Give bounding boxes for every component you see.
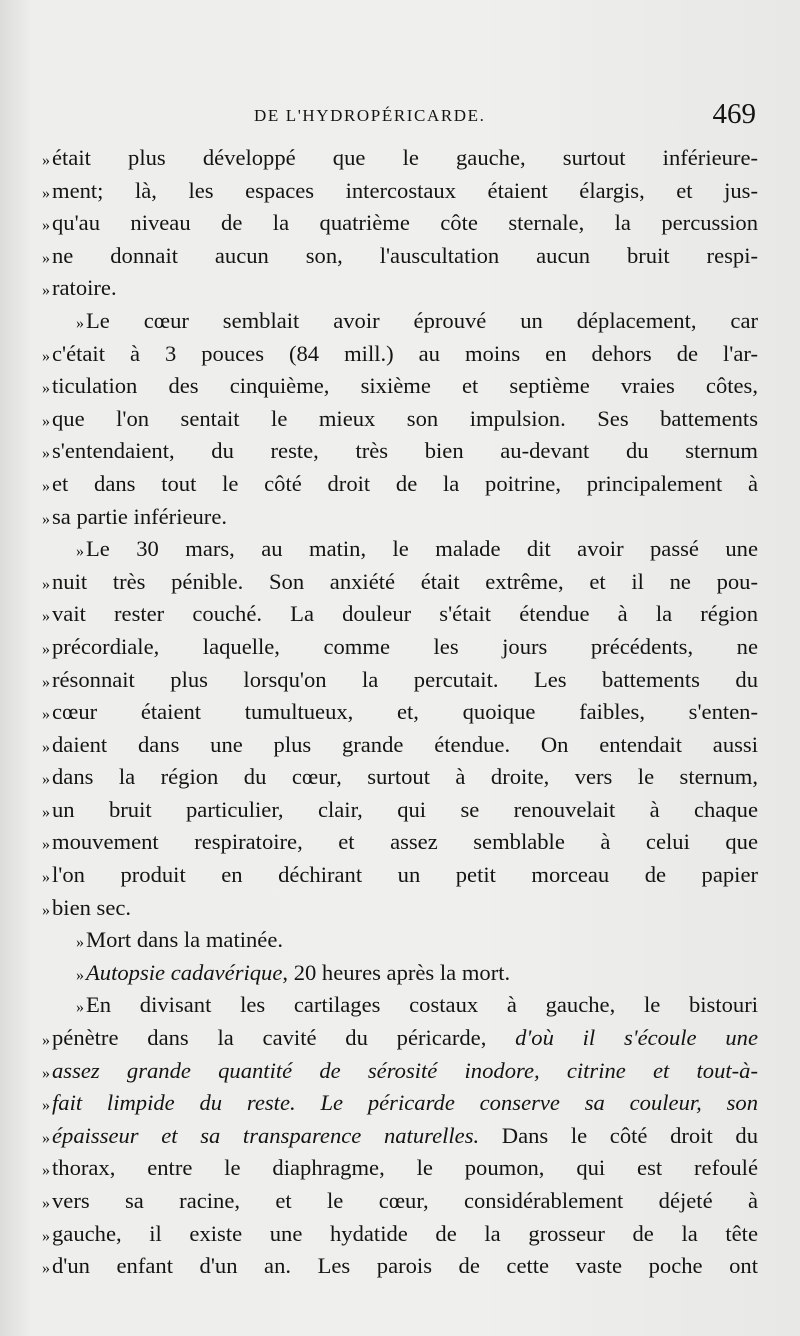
quote-guillemet: » [42, 445, 50, 463]
quote-guillemet: » [42, 1227, 50, 1245]
quote-guillemet: » [42, 282, 50, 300]
text-line [42, 1022, 758, 1055]
quote-guillemet: » [42, 477, 50, 495]
quote-guillemet: » [42, 640, 50, 658]
text-line [42, 370, 758, 403]
line-text: que l'on sentait le mieux son impulsion. Ses battements [52, 405, 758, 431]
text-line [42, 957, 758, 990]
text-line [42, 1185, 758, 1218]
line-text: précordiale, laquelle, comme les jours précédents, ne [52, 633, 758, 659]
line-text: et dans tout le côté droit de la poitrine, principalement à [52, 470, 758, 496]
line-text: ne donnait aucun son, l'auscultation aucun bruit respi- [52, 242, 758, 268]
line-text: En divisant les cartilages costaux à gauche, le bistouri [86, 992, 758, 1018]
line-text: bien sec. [52, 894, 132, 920]
text-line [42, 240, 758, 273]
text-line [42, 1250, 758, 1283]
body-text [42, 142, 758, 1283]
page-number: 469 [712, 98, 756, 130]
quote-guillemet: » [42, 249, 50, 267]
line-text: pénètre dans la cavité du péricarde, [52, 1025, 516, 1051]
quote-guillemet: » [42, 673, 50, 691]
line-text: sa partie inférieure. [52, 503, 228, 529]
quote-guillemet: » [42, 575, 50, 593]
quote-guillemet: » [42, 869, 50, 887]
line-text: c'était à 3 pouces (84 mill.) au moins en dehors de l'ar- [52, 340, 758, 366]
text-line [42, 761, 758, 794]
line-text: d'un enfant d'un an. Les parois de cette vaste poche ont [52, 1253, 758, 1279]
text-line [42, 338, 758, 371]
quote-guillemet: » [42, 771, 50, 789]
text-line [42, 566, 758, 599]
line-text: s'entendaient, du reste, très bien au-devant du sternum [52, 438, 758, 464]
quote-guillemet: » [42, 412, 50, 430]
quote-guillemet: » [42, 1162, 50, 1180]
text-line [42, 468, 758, 501]
text-line [42, 892, 758, 925]
quote-guillemet: » [76, 999, 84, 1017]
quote-guillemet: » [42, 380, 50, 398]
text-line [42, 403, 758, 436]
line-text: gauche, il existe une hydatide de la grosseur de la tête [52, 1220, 758, 1246]
line-text: nuit très pénible. Son anxiété était extrême, et il ne pou- [52, 568, 758, 594]
quote-guillemet: » [76, 543, 84, 561]
text-line [42, 142, 758, 175]
italic-text: assez grande quantité de sérosité inodore, citrine et tout-à- [52, 1057, 758, 1083]
line-text: , 20 heures après la mort. [282, 959, 511, 985]
quote-guillemet: » [42, 510, 50, 528]
text-line [42, 924, 758, 957]
line-text: résonnait plus lorsqu'on la percutait. Les battements du [52, 666, 758, 692]
text-line [42, 664, 758, 697]
text-line [42, 435, 758, 468]
text-line [42, 501, 758, 534]
text-line [42, 207, 758, 240]
quote-guillemet: » [42, 1129, 50, 1147]
text-line [42, 989, 758, 1022]
quote-guillemet: » [42, 836, 50, 854]
text-line [42, 1218, 758, 1251]
quote-guillemet: » [42, 184, 50, 202]
italic-text: d'où il s'écoule une [515, 1025, 758, 1051]
quote-guillemet: » [42, 1032, 50, 1050]
text-line [42, 175, 758, 208]
quote-guillemet: » [42, 1195, 50, 1212]
text-line [42, 305, 758, 338]
text-line [42, 729, 758, 762]
line-text: ticulation des cinquième, sixième et septième vraies côtes, [52, 373, 758, 399]
line-text: vers sa racine, et le cœur, considérablement déjeté à [52, 1188, 758, 1213]
text-line [42, 1152, 758, 1185]
text-line [42, 859, 758, 892]
line-text: dans la région du cœur, surtout à droite, vers le sternum, [52, 764, 758, 790]
line-text: vait rester couché. La douleur s'était étendue à la région [52, 601, 758, 627]
quote-guillemet: » [42, 1097, 50, 1115]
quote-guillemet: » [42, 706, 50, 724]
text-line [42, 1055, 758, 1088]
quote-guillemet: » [42, 217, 50, 235]
line-text: ratoire. [52, 275, 117, 301]
line-text: Dans le côté droit du [479, 1122, 758, 1148]
line-text: qu'au niveau de la quatrième côte sternale, la percussion [52, 210, 758, 236]
quote-guillemet: » [76, 314, 84, 332]
quote-guillemet: » [42, 803, 50, 821]
quote-guillemet: » [42, 608, 50, 626]
line-text: un bruit particulier, clair, qui se renouvelait à chaque [52, 796, 758, 822]
text-line [42, 794, 758, 827]
line-text: daient dans une plus grande étendue. On entendait aussi [52, 731, 758, 757]
line-text: cœur étaient tumultueux, et, quoique faibles, s'enten- [52, 699, 758, 725]
line-text: Le cœur semblait avoir éprouvé un déplacement, car [86, 307, 758, 333]
quote-guillemet: » [76, 966, 84, 984]
running-head: DE L'HYDROPÉRICARDE. [254, 106, 486, 125]
text-line [42, 1120, 758, 1153]
italic-text: fait limpide du reste. Le péricarde conserve sa couleur, son [52, 1090, 758, 1116]
text-line [42, 631, 758, 664]
line-text: était plus développé que le gauche, surtout inférieure- [52, 145, 758, 170]
quote-guillemet: » [42, 152, 50, 169]
line-text: ment; là, les espaces intercostaux étaient élargis, et jus- [52, 177, 758, 203]
quote-guillemet: » [42, 1064, 50, 1082]
line-text: mouvement respiratoire, et assez semblable à celui que [52, 829, 758, 855]
text-line [42, 1087, 758, 1120]
italic-text: Autopsie cadavérique [86, 959, 283, 985]
text-line [42, 696, 758, 729]
page-header [42, 98, 758, 138]
italic-text: épaisseur et sa transparence naturelles. [52, 1122, 480, 1148]
quote-guillemet: » [42, 1260, 50, 1278]
quote-guillemet: » [42, 901, 50, 919]
line-text: Le 30 mars, au matin, le malade dit avoir passé une [86, 536, 758, 562]
quote-guillemet: » [76, 934, 84, 952]
text-line [42, 826, 758, 859]
line-text: thorax, entre le diaphragme, le poumon, qui est refoulé [52, 1155, 758, 1181]
line-text: Mort dans la matinée. [86, 927, 284, 953]
quote-guillemet: » [42, 347, 50, 365]
line-text: l'on produit en déchirant un petit morceau de papier [52, 862, 758, 888]
text-line [42, 533, 758, 566]
quote-guillemet: » [42, 738, 50, 756]
text-line [42, 272, 758, 305]
text-line [42, 598, 758, 631]
